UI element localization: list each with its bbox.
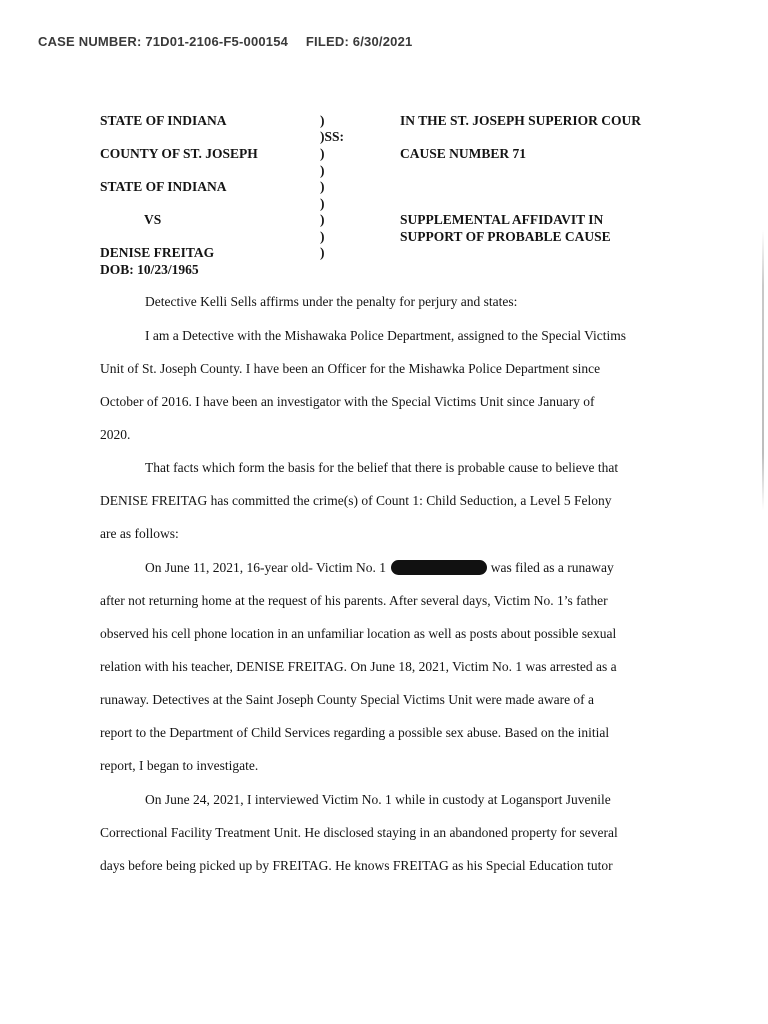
caption-county: COUNTY OF ST. JOSEPH [100,146,258,161]
body-line: Correctional Facility Treatment Unit. He disclosed staying in an abandoned property for several [100,825,618,840]
scan-edge-shadow [762,230,764,510]
caption-paren: ) [320,245,325,260]
cause-number: CAUSE NUMBER 71 [400,146,527,161]
filed-date: FILED: 6/30/2021 [305,34,413,49]
body-line: runaway. Detectives at the Saint Joseph County Special Victims Unit were made aware of a [100,692,595,707]
caption-paren: ) [320,196,325,211]
caption-paren: ) [320,113,325,128]
body-line: are as follows: [100,526,179,541]
caption-state: STATE OF INDIANA [100,113,227,128]
body-line: days before being picked up by FREITAG. He knows FREITAG as his Special Education tutor [100,858,613,873]
body-line: observed his cell phone location in an unfamiliar location as well as posts about possible sexual [100,626,617,641]
body-line-redacted [145,560,614,576]
body-line: That facts which form the basis for the belief that there is probable cause to believe that [145,460,619,475]
caption-paren: ) [320,212,325,227]
caption-defendant: DENISE FREITAG [100,245,215,260]
caption-paren: ) [320,163,325,178]
body-line: report, I began to investigate. [100,758,259,773]
caption-paren: ) [320,229,325,244]
body-line: DENISE FREITAG has committed the crime(s) of Count 1: Child Seduction, a Level 5 Felony [100,493,612,508]
caption-paren: ) [320,146,325,161]
document-title-line1: SUPPLEMENTAL AFFIDAVIT IN [400,212,604,227]
body-line: On June 24, 2021, I interviewed Victim No. 1 while in custody at Logansport Juvenile [145,792,611,807]
body-line-start: On June 11, 2021, 16-year old- Victim No. 1 [145,560,387,575]
case-number: CASE NUMBER: 71D01-2106-F5-000154 [38,34,289,49]
redaction-block [391,560,487,575]
case-header [38,34,412,49]
court-name: IN THE ST. JOSEPH SUPERIOR COUR [400,113,642,128]
caption-plaintiff: STATE OF INDIANA [100,179,227,194]
body-line: 2020. [100,427,131,442]
caption-paren-ss: )SS: [320,129,345,144]
body-line: relation with his teacher, DENISE FREITAG. On June 18, 2021, Victim No. 1 was arrested as a [100,659,617,674]
caption-dob: DOB: 10/23/1965 [100,262,199,277]
caption-paren: ) [320,179,325,194]
affirmation-line: Detective Kelli Sells affirms under the penalty for perjury and states: [145,294,518,309]
body-line: after not returning home at the request of his parents. After several days, Victim No. 1’s father [100,593,608,608]
body-line-end: was filed as a runaway [490,560,614,575]
body-line: Unit of St. Joseph County. I have been an Officer for the Mishawka Police Department since [100,361,601,376]
caption-vs: VS [144,212,162,227]
body-line: October of 2016. I have been an investigator with the Special Victims Unit since January of [100,394,595,409]
body-line: report to the Department of Child Services regarding a possible sex abuse. Based on the initial [100,725,610,740]
body-line: I am a Detective with the Mishawaka Police Department, assigned to the Special Victims [145,328,627,343]
document-title-line2: SUPPORT OF PROBABLE CAUSE [400,229,611,244]
